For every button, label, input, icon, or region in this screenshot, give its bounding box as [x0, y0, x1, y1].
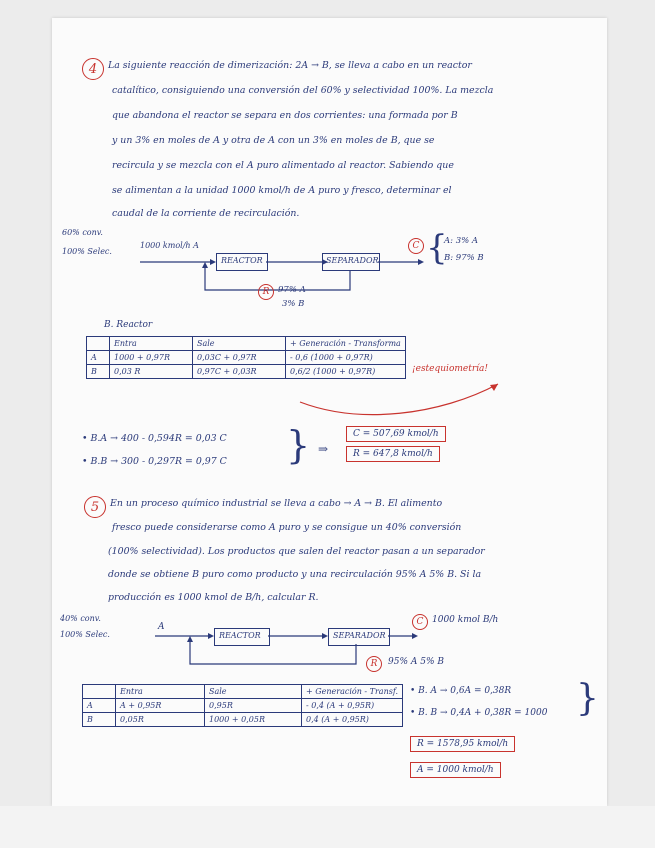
p4-table-title: B. Reactor — [104, 320, 153, 330]
p4-stream-r-text: R — [262, 287, 270, 297]
problem-5-line-5: producción es 1000 kmol de B/h, calcular R. — [108, 592, 319, 603]
problem-4-line-7: caudal de la corriente de recirculación. — [112, 208, 300, 219]
table-row — [83, 685, 403, 699]
table-cell: 0,03 R — [110, 365, 193, 379]
problem-4-number-text: 4 — [88, 61, 98, 77]
p5-result-r: R = 1578,95 kmol/h — [410, 736, 515, 752]
problem-4-line-5: recircula y se mezcla con el A puro alimentado al reactor. Sabiendo que — [112, 160, 454, 171]
table-cell: - 0,6 (1000 + 0,97R) — [286, 351, 406, 365]
table-cell: A + 0,95R — [116, 699, 205, 713]
table-cell: 0,97C + 0,03R — [193, 365, 286, 379]
p5-stream-c-marker — [412, 614, 428, 630]
p4-reactor-label: REACTOR — [221, 256, 263, 265]
table-cell: B — [87, 365, 110, 379]
p4-eq-2: • B.B → 300 - 0,297R = 0,97 C — [82, 456, 227, 467]
p4-stoichiometry-note: ¡estequiometría! — [412, 364, 488, 374]
table-cell: Entra — [116, 685, 205, 699]
p5-stream-r-text: R — [370, 659, 378, 669]
problem-4-line-3: que abandona el reactor se separa en dos corrientes: una formada por B — [112, 110, 458, 121]
problem-4-line-6: se alimentan a la unidad 1000 kmol/h de A puro y fresco, determinar el — [112, 185, 452, 196]
p5-balance-table — [82, 684, 403, 727]
p4-r-b: 3% B — [282, 299, 305, 309]
table-cell: + Generación - Transforma — [286, 337, 406, 351]
p4-result-c: C = 507,69 kmol/h — [346, 426, 446, 442]
problem-4-line-1: La siguiente reacción de dimerización: 2A → B, se lleva a cabo en un reactor — [108, 60, 472, 71]
p4-conv: 60% conv. — [62, 228, 103, 237]
p5-stream-r-marker — [366, 656, 382, 672]
p5-reactor-box — [214, 628, 270, 646]
p4-c-b: B: 97% B — [444, 253, 484, 263]
table-cell: - 0,4 (A + 0,95R) — [302, 699, 403, 713]
p5-conv: 40% conv. — [60, 614, 101, 623]
p5-feed-label: A — [158, 622, 165, 632]
table-cell: B — [83, 713, 116, 727]
table-cell: A — [83, 699, 116, 713]
table-cell: 0,4 (A + 0,95R) — [302, 713, 403, 727]
p4-c-a: A: 3% A — [444, 236, 479, 246]
p4-selec: 100% Selec. — [62, 247, 112, 256]
p4-result-r: R = 647,8 kmol/h — [346, 446, 440, 462]
p5-selec: 100% Selec. — [60, 630, 110, 639]
p5-stream-c-text: C — [416, 617, 424, 627]
table-cell — [83, 685, 116, 699]
problem-5-line-2: fresco puede considerarse como A puro y se consigue un 40% conversión — [112, 522, 462, 533]
table-cell: 0,03C + 0,97R — [193, 351, 286, 365]
table-cell: 1000 + 0,97R — [110, 351, 193, 365]
p4-feed-label: 1000 kmol/h A — [140, 241, 199, 250]
problem-4-line-2: catalítico, consiguiendo una conversión del 60% y selectividad 100%. La mezcla — [112, 85, 494, 96]
p4-eq-1: • B.A → 400 - 0,594R = 0,03 C — [82, 433, 227, 444]
problem-5-number-text: 5 — [90, 499, 100, 515]
p5-separator-label: SEPARADOR — [333, 631, 386, 640]
problem-5-line-3: (100% selectividad). Los productos que salen del reactor pasan a un separador — [108, 546, 485, 557]
table-cell: 0,6/2 (1000 + 0,97R) — [286, 365, 406, 379]
p4-implies-arrow: ⇒ — [318, 442, 329, 456]
table-cell: Entra — [110, 337, 193, 351]
problem-4-line-4: y un 3% en moles de A y otra de A con un 3% en moles de B, que se — [112, 135, 435, 146]
problem-5-line-4: donde se obtiene B puro como producto y una recirculación 95% A 5% B. Si la — [108, 569, 482, 580]
p4-stream-c-text: C — [412, 241, 420, 251]
p4-r-a: 97% A — [278, 285, 306, 295]
p5-result-a: A = 1000 kmol/h — [410, 762, 501, 778]
table-cell: 0,95R — [205, 699, 302, 713]
p4-eq-brace: } — [286, 423, 311, 467]
table-row — [83, 699, 403, 713]
table-cell: Sale — [205, 685, 302, 699]
p5-c-text: 1000 kmol B/h — [432, 615, 499, 625]
table-cell: Sale — [193, 337, 286, 351]
p4-separator-label: SEPARADOR — [326, 256, 379, 265]
table-cell: 1000 + 0,05R — [205, 713, 302, 727]
table-cell: A — [87, 351, 110, 365]
p5-separator-box — [328, 628, 390, 646]
table-cell: 0,05R — [116, 713, 205, 727]
problem-5-line-1: En un proceso químico industrial se lleva a cabo → A → B. El alimento — [110, 498, 443, 509]
p5-eq-brace: } — [576, 678, 599, 719]
p5-r-text: 95% A 5% B — [388, 657, 444, 667]
table-cell: + Generación - Transf. — [302, 685, 403, 699]
p5-reactor-label: REACTOR — [219, 631, 261, 640]
p5-eq-2: • B. B → 0,4A + 0,38R = 1000 — [410, 708, 548, 718]
p4-brace: { — [426, 228, 448, 268]
table-row — [83, 713, 403, 727]
p5-eq-1: • B. A → 0,6A = 0,38R — [410, 686, 512, 696]
